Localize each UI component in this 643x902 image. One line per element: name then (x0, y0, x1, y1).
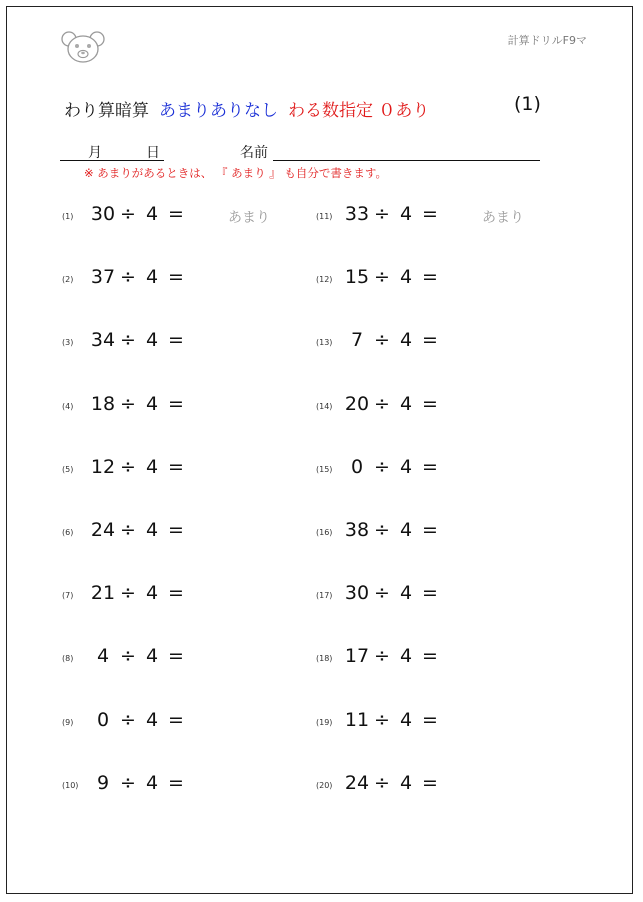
equals-sign: = (422, 771, 438, 794)
divide-sign: ÷ (374, 708, 390, 731)
equals-sign: = (168, 329, 184, 352)
problem-number: (2) (62, 275, 74, 285)
equals-sign: = (422, 708, 438, 731)
worksheet-title (64, 96, 429, 121)
problem-row (62, 645, 302, 675)
dividend: 30 (344, 582, 370, 605)
equals-sign: = (422, 455, 438, 478)
problem-number: (3) (62, 338, 74, 348)
problem-row (62, 772, 302, 802)
divisor: 4 (400, 582, 413, 605)
problem-row (62, 709, 302, 739)
dividend: 0 (96, 708, 110, 731)
divisor: 4 (146, 203, 159, 225)
equals-sign: = (168, 519, 184, 541)
dividend: 24 (344, 771, 370, 794)
problem-number: (1) (62, 212, 74, 221)
problem-number: (6) (62, 528, 74, 537)
problem-number: (15) (316, 464, 333, 474)
problem-number: (18) (316, 654, 333, 664)
equals-sign: = (168, 645, 184, 668)
divide-sign: ÷ (120, 266, 136, 289)
divide-sign: ÷ (120, 455, 136, 478)
divide-sign: ÷ (374, 519, 390, 541)
equals-sign: = (168, 203, 184, 225)
divisor: 4 (400, 708, 413, 731)
problem-number: (14) (316, 401, 333, 411)
divide-sign: ÷ (374, 582, 390, 605)
problem-number: (9) (62, 717, 74, 727)
dividend: 33 (344, 203, 370, 225)
sheet-number: (1) (514, 93, 541, 115)
title-option: わる数指定 ０あり (288, 101, 430, 121)
divide-sign: ÷ (120, 392, 136, 415)
divisor: 4 (400, 203, 413, 225)
instruction-note: ※ あまりがあるときは、 『 あまり 』 も自分で書きます。 (84, 166, 387, 180)
divide-sign: ÷ (120, 329, 136, 352)
title-main: わり算暗算 (64, 101, 149, 121)
divisor: 4 (400, 519, 413, 541)
divisor: 4 (146, 645, 159, 668)
divisor: 4 (146, 582, 159, 605)
divide-sign: ÷ (374, 203, 390, 225)
problem-row (62, 203, 302, 233)
dividend: 18 (90, 392, 116, 415)
divide-sign: ÷ (120, 519, 136, 541)
divide-sign: ÷ (120, 582, 136, 605)
divisor: 4 (146, 519, 159, 541)
divide-sign: ÷ (374, 645, 390, 668)
problem-number: (11) (316, 212, 333, 221)
problem-row (62, 582, 302, 612)
dividend: 21 (90, 582, 116, 605)
problem-row (316, 709, 556, 739)
equals-sign: = (422, 519, 438, 541)
dividend: 20 (344, 392, 370, 415)
problem-number: (19) (316, 717, 333, 727)
equals-sign: = (422, 266, 438, 289)
dividend: 30 (90, 203, 116, 225)
equals-sign: = (422, 203, 438, 225)
divide-sign: ÷ (120, 203, 136, 225)
problem-number: (16) (316, 528, 333, 537)
dividend: 9 (96, 771, 110, 794)
problem-number: (17) (316, 591, 333, 601)
problem-row (62, 393, 302, 423)
dividend: 11 (344, 708, 370, 731)
dividend: 0 (350, 455, 364, 478)
divide-sign: ÷ (374, 455, 390, 478)
dividend: 4 (96, 645, 110, 668)
problem-row (62, 329, 302, 359)
divisor: 4 (146, 329, 159, 352)
divisor: 4 (146, 455, 159, 478)
remainder-hint: あまり (482, 210, 524, 226)
problem-number: (7) (62, 591, 74, 601)
equals-sign: = (168, 708, 184, 731)
divide-sign: ÷ (374, 392, 390, 415)
problem-number: (13) (316, 338, 333, 348)
divisor: 4 (146, 771, 159, 794)
divisor: 4 (146, 392, 159, 415)
dividend: 24 (90, 519, 116, 541)
divisor: 4 (400, 329, 413, 352)
dividend: 7 (350, 329, 364, 352)
problem-row (62, 519, 302, 549)
problem-row (316, 519, 556, 549)
remainder-hint: あまり (228, 210, 270, 226)
equals-sign: = (168, 582, 184, 605)
divide-sign: ÷ (120, 708, 136, 731)
problem-row (316, 329, 556, 359)
equals-sign: = (168, 455, 184, 478)
problem-number: (20) (316, 780, 333, 790)
divide-sign: ÷ (374, 266, 390, 289)
equals-sign: = (422, 329, 438, 352)
divisor: 4 (146, 266, 159, 289)
dividend: 37 (90, 266, 116, 289)
problem-row (316, 582, 556, 612)
divisor: 4 (400, 455, 413, 478)
problem-row (316, 266, 556, 296)
problem-number: (12) (316, 275, 333, 285)
equals-sign: = (168, 771, 184, 794)
divisor: 4 (400, 645, 413, 668)
dividend: 12 (90, 455, 116, 478)
brand-label: 計算ドリルF9マ (507, 34, 587, 47)
dividend: 38 (344, 519, 370, 541)
dividend: 17 (344, 645, 370, 668)
problem-row (62, 266, 302, 296)
equals-sign: = (422, 645, 438, 668)
problem-number: (8) (62, 654, 74, 664)
equals-sign: = (422, 582, 438, 605)
problem-row (316, 645, 556, 675)
equals-sign: = (168, 392, 184, 415)
equals-sign: = (168, 266, 184, 289)
problem-row (316, 393, 556, 423)
dividend: 15 (344, 266, 370, 289)
divisor: 4 (400, 266, 413, 289)
dividend: 34 (90, 329, 116, 352)
problem-row (316, 203, 556, 233)
divisor: 4 (146, 708, 159, 731)
title-mode: あまりありなし (159, 101, 278, 121)
divisor: 4 (400, 392, 413, 415)
name-field[interactable] (273, 160, 540, 161)
name-label: 名前 (240, 145, 268, 161)
divide-sign: ÷ (374, 771, 390, 794)
divisor: 4 (400, 771, 413, 794)
problem-number: (4) (62, 401, 74, 411)
date-underline (60, 160, 164, 161)
worksheet-page (6, 6, 633, 894)
month-label: 月 (88, 145, 102, 161)
divide-sign: ÷ (120, 645, 136, 668)
problem-number: (5) (62, 464, 74, 474)
equals-sign: = (422, 392, 438, 415)
problem-row (316, 456, 556, 486)
problem-row (316, 772, 556, 802)
divide-sign: ÷ (120, 771, 136, 794)
bear-logo-icon (60, 30, 106, 66)
day-label: 日 (146, 145, 160, 161)
problem-number: (10) (62, 780, 79, 790)
divide-sign: ÷ (374, 329, 390, 352)
problem-row (62, 456, 302, 486)
